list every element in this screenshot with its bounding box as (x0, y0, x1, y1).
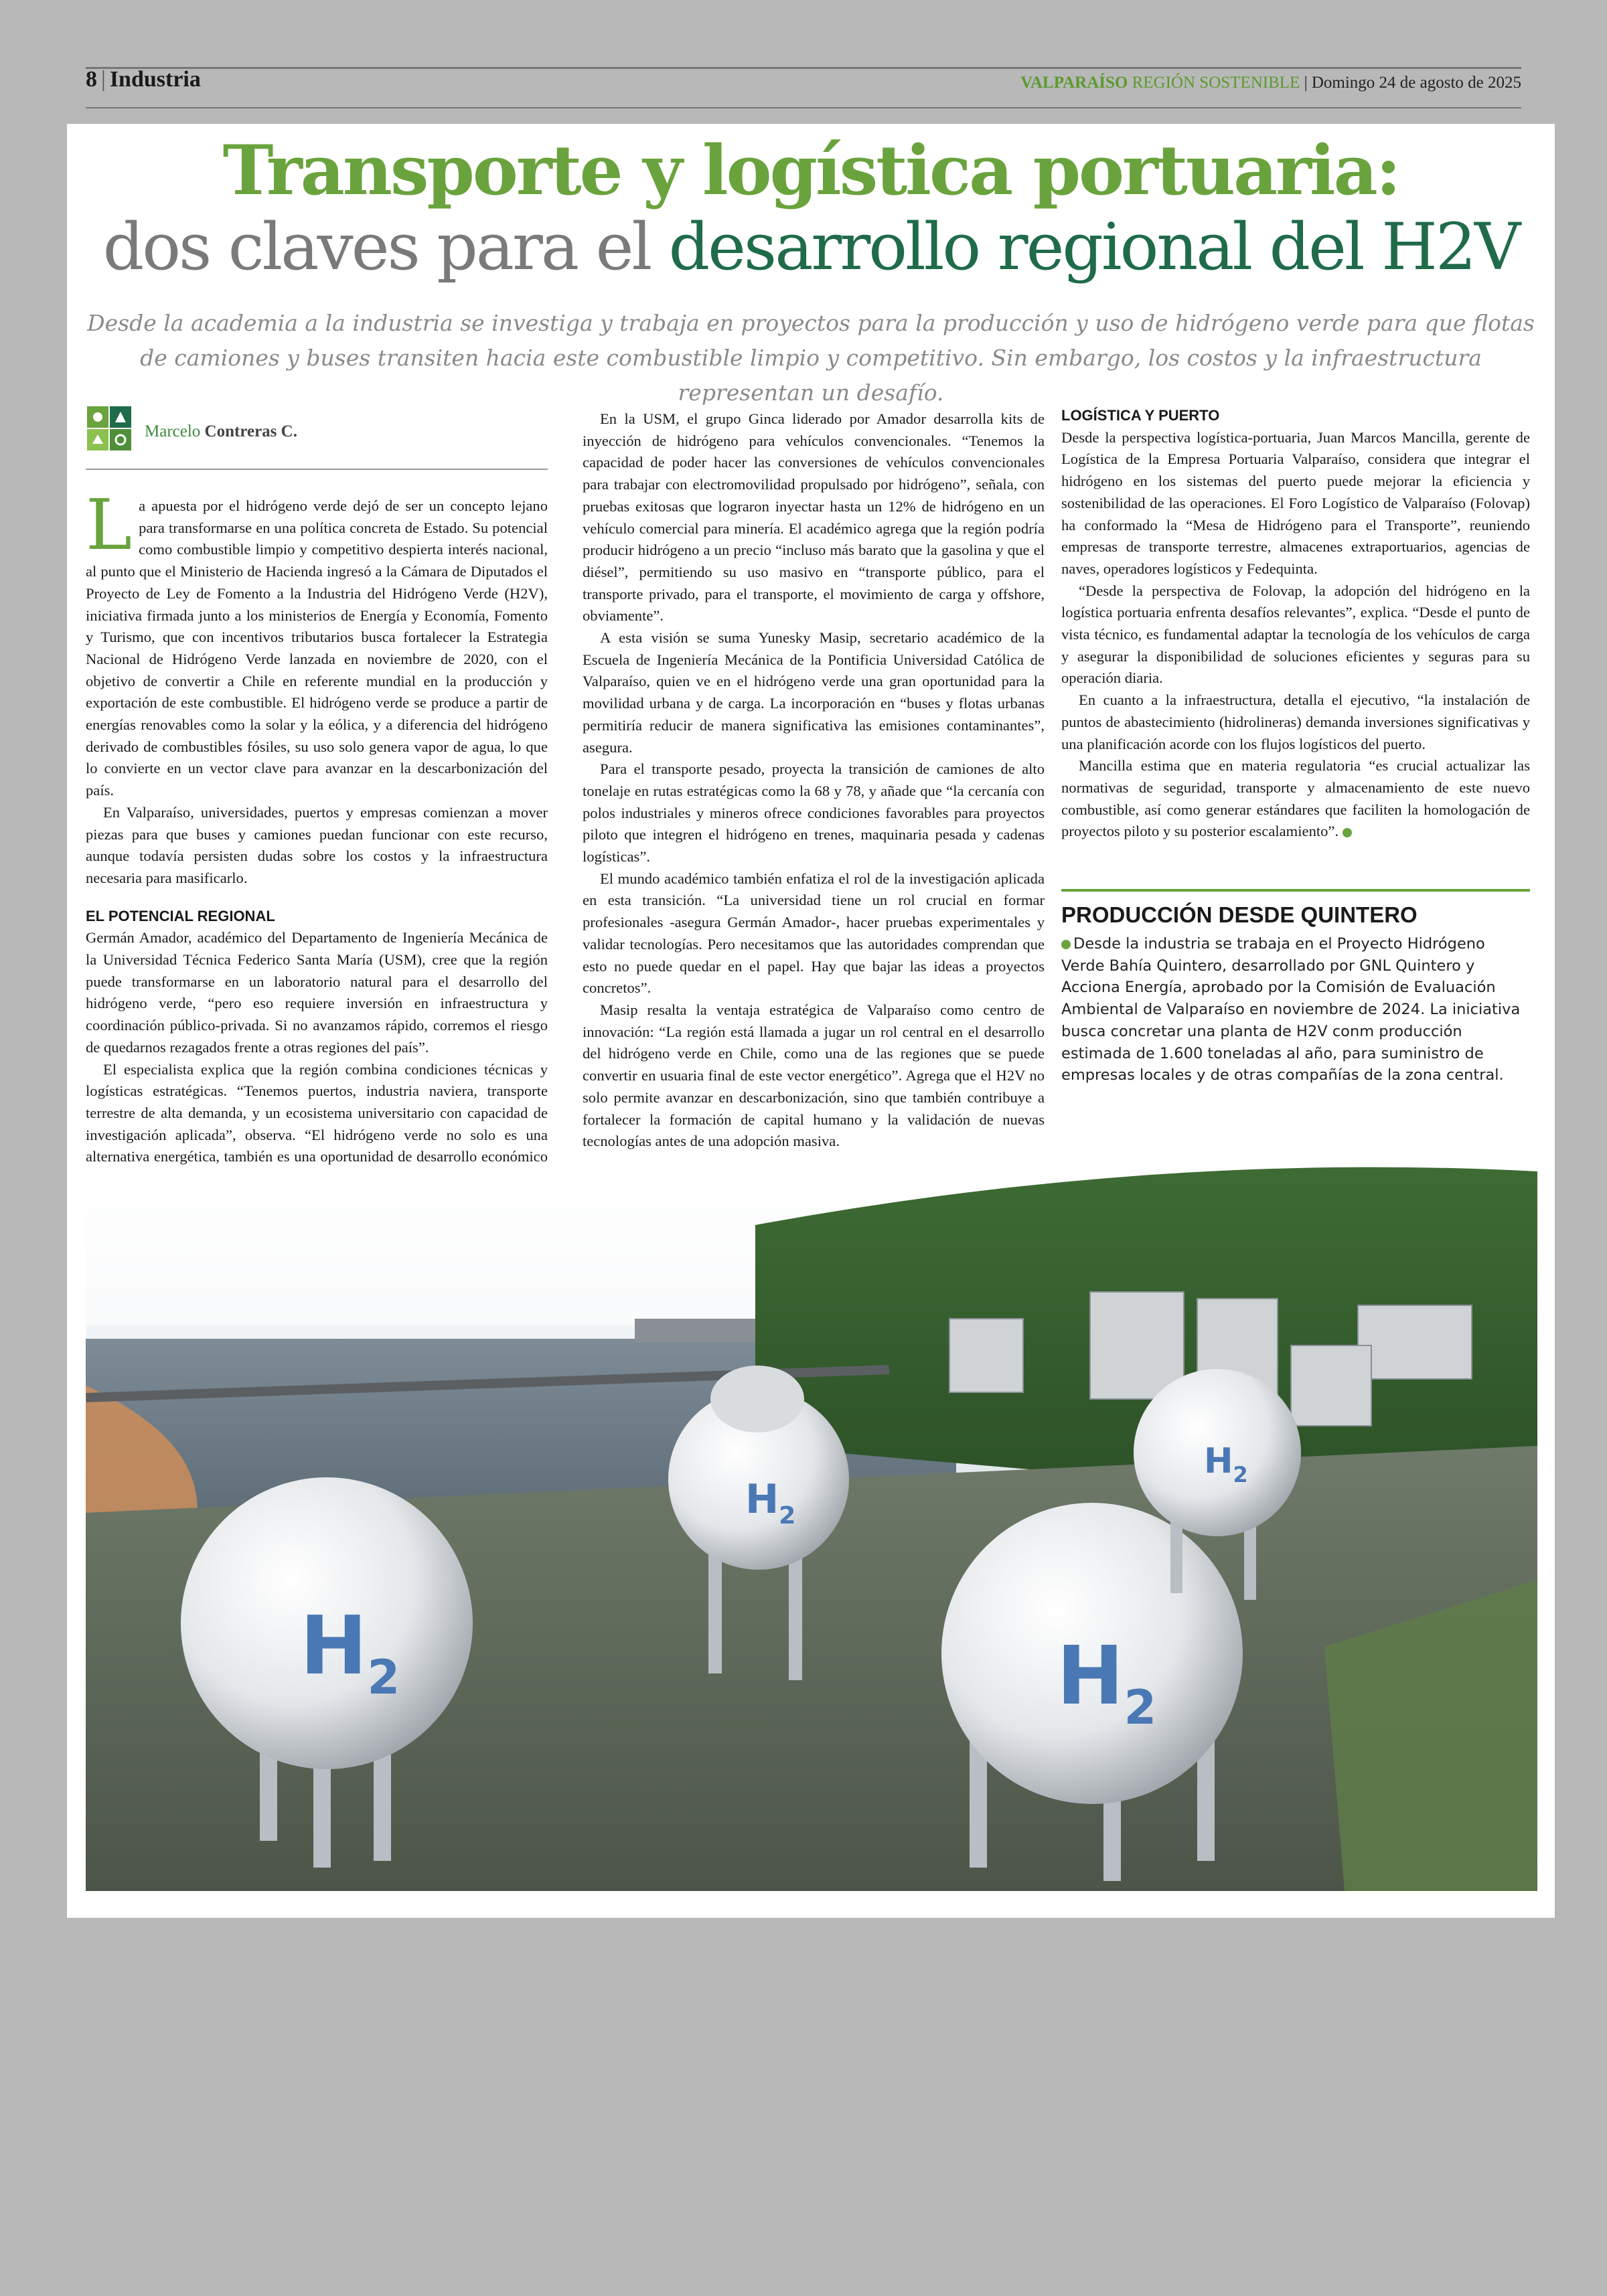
byline-rule (86, 469, 548, 470)
headline-line2-green: desarrollo regional del H2V (668, 210, 1519, 284)
col3-paragraph-3: En cuanto a la infraestructura, detalla el ejecutivo, “la instalación de puntos de abastecimiento (hidrolineras) demanda inversiones significativas y una planificación acorde con los flujos logísticos del puerto. (1061, 691, 1530, 752)
sidebar-box-text: Desde la industria se trabaja en el Proyecto Hidrógeno Verde Bahía Quintero, desarrollado por GNL Quintero y Acciona Energía, aprobado por la Comisión de Evaluación Ambiental de Valparaíso en noviembre de 2024. La iniciativa busca concretar una planta de H2V conm producción estimada de 1.600 toneladas al año, para suministro de empresas locales y de otras compañías de la zona central. (1061, 935, 1521, 1084)
date-separator: | (1304, 74, 1308, 92)
author-last-name: Contreras C. (204, 422, 297, 440)
byline-author (145, 422, 297, 441)
h2-label-far-right: $H_2$ (1204, 1441, 1248, 1487)
header-rule-top (86, 67, 1521, 69)
issue-date: Domingo 24 de agosto de 2025 (1311, 74, 1521, 92)
col2-paragraph-2: A esta visión se suma Yunesky Masip, secretario académico de la Escuela de Ingeniería Mecánica de la Pontificia Universidad Católica de Valparaíso, quien ve en el hidrógeno verde una gran oportunidad para la movilidad urbana y de carga. La incorporación en “buses y flotas urbanas permitiría reducir de manera significativa las emisiones contaminantes”, asegura. (583, 629, 1045, 756)
headline-line2 (67, 210, 1555, 284)
sphere-tank-distant (710, 1366, 804, 1432)
brand-subtitle: REGIÓN SOSTENIBLE (1132, 74, 1300, 92)
author-first-name: Marcelo (145, 422, 201, 440)
bullet-dot-icon (1061, 940, 1071, 949)
folio-separator: | (101, 67, 106, 92)
h2-label-left: $H_2$ (300, 1600, 400, 1705)
sidebar-box-quintero (1061, 889, 1530, 1086)
col3-paragraph-4-text: Mancilla estima que en materia regulatoria “es crucial actualizar las normativas de seguridad, transporte y almacenamiento de este nuevo combustible, así como generar estándares que faciliten la homologación de proyectos piloto y su posterior escalamiento”. (1061, 757, 1530, 840)
folio (86, 67, 201, 92)
article-deck: Desde la academia a la industria se investiga y trabaja en proyectos para la producción y uso de hidrógeno verde para que flotas de camiones y buses transiten hacia este combustible limpio y competitivo. Sin embargo, los costos y la infraestructura representan un desafío. (87, 310, 1535, 406)
dateline (1020, 74, 1521, 92)
sidebar-box-body (1061, 933, 1530, 1086)
subhead-potencial-regional: EL POTENCIAL REGIONAL (86, 907, 275, 924)
article-column-2 (583, 408, 1045, 1153)
header-rule-bottom (86, 107, 1521, 108)
byline (86, 405, 548, 479)
col1-paragraph-1 (86, 484, 548, 802)
sustainability-logo-icon (86, 405, 133, 452)
col3-paragraph-4 (1061, 755, 1530, 843)
subhead-logistica-puerto: LOGÍSTICA Y PUERTO (1061, 407, 1220, 424)
col2-paragraph-1: En la USM, el grupo Ginca liderado por Amador desarrolla kits de inyección de hidrógeno para vehículos convencionales. “Tenemos la capacidad de poder hacer las conversiones de vehículos convencionales para trabajar con electromovilidad propulsado por hidrógeno”, señala, con pruebas exitosas que lograron inyectar hasta un 12% de hidrógeno en un vehículo comercial para minería. El académico agrega que la región podría producir hidrógeno a un precio “incluso más barato que la gasolina y que el diésel”, permitiendo su uso masivo en “transporte público, para el transporte privado, para el transporte, el movimiento de carga y offshore, obviamente”. (583, 410, 1045, 625)
col2-paragraph-3: Para el transporte pesado, proyecta la transición de camiones de alto tonelaje en rutas estratégicas como la 68 y 78, y añade que “la cercanía con polos industriales y mineros ofrece condiciones favorables para proyectos piloto que integren el hidrógeno en trenes, maquinaria pesada y cadenas logísticas”. (583, 760, 1045, 866)
sidebar-box-title: PRODUCCIÓN DESDE QUINTERO (1061, 902, 1418, 927)
brand-name: VALPARAÍSO (1020, 74, 1128, 92)
h2-label-center: $H_2$ (745, 1476, 796, 1530)
hydrogen-storage-photo (86, 1165, 1537, 1891)
page-number: 8 (86, 67, 97, 92)
end-of-article-dot-icon (1343, 828, 1352, 837)
col3-paragraph-1: Desde la perspectiva logística-portuaria, Juan Marcos Mancilla, gerente de Logística de la Empresa Portuaria Valparaíso, considera que integrar el hidrógeno en los sistemas del puerto puede mejorar la eficiencia y sostenibilidad de las operaciones. El Foro Logístico de Valparaíso (Folovap) ha conformado la “Mesa de Hidrógeno para el Transporte”, reuniendo empresas de transporte terrestre, almacenes extraportuarios, agencias de naves, operadores logísticos y Fedequinta. (1061, 428, 1530, 577)
h2-label-right: $H_2$ (1057, 1630, 1157, 1735)
sidebar-box-rule (1061, 889, 1530, 892)
col1-paragraph-2: En Valparaíso, universidades, puertos y empresas comienzan a mover piezas para que buses y camiones puedan funcionar con este recurso, aunque todavía persisten dudas sobre los costos y la infraestructura necesaria para masificarlo. (86, 803, 548, 886)
section-name: Industria (109, 67, 201, 92)
col3-paragraph-2: “Desde la perspectiva de Folovap, la adopción del hidrógeno en la logística portuaria enfrenta desafíos relevantes”, explica. “Desde el punto de vista técnico, es fundamental adaptar la tecnología de los vehículos de carga y asegurar la disponibilidad de soluciones eficientes y seguras para su operación diaria. (1061, 582, 1530, 687)
headline-line2-gray: dos claves para el (102, 210, 651, 284)
col1-paragraph-4: El especialista explica que la región combina condiciones técnicas y logísticas estratégicas. “Tenemos puertos, industria naviera, transporte terrestre de alta demanda, y un ecosistema universitario con capacidad de investigación aplicada”, observa. “El hidrógeno verde no solo es una alternativa energética, también es una oportunidad de desarrollo económico (86, 1060, 548, 1165)
article-page (67, 124, 1555, 1918)
article-column-3 (1061, 405, 1530, 843)
drop-cap: L (86, 484, 133, 566)
col2-paragraph-4: El mundo académico también enfatiza el rol de la investigación aplicada en esta transición. “La universidad tiene un rol crucial en formar profesionales -asegura Germán Amador-, hacer pruebas experimentales y validar tecnologías. Pero necesitamos que las autoridades comprendan que esto no puede quedar en el papel. Hay que bajar las ideas a proyectos concretos”. (583, 870, 1045, 997)
col2-paragraph-5: Masip resalta la ventaja estratégica de Valparaíso como centro de innovación: “La región está llamada a jugar un rol central en el desarrollo del hidrógeno verde en Chile, como una de las regiones que se puede convertir en usuaria final de este vector energético”. Agrega que el H2V no solo permite avanzar en descarbonización, sino que también contribuye a fortalecer la formación de capital humano y la validación de nuevas tecnologías antes de una adopción masiva. (583, 1001, 1045, 1150)
col1-paragraph-1-text: a apuesta por el hidrógeno verde dejó de ser un concepto lejano para transformarse en una política concreta de Estado. Su potencial como combustible limpio y competitivo despierta interés nacional, al punto que el Ministerio de Hacienda ingresó a la Cámara de Diputados el Proyecto de Ley de Fomento a la Industria del Hidrógeno Verde (H2V), iniciativa firmada junto a los ministerios de Energía y Economía, Fomento y Turismo, que con incentivos tributarios busca fortalecer la Estrategia Nacional de Hidrógeno Verde lanzada en noviembre de 2020, con el objetivo de convertir a Chile en referente mundial en la producción y exportación de este combustible. El hidrógeno verde se produce a partir de energías renovables como la solar y la eólica, y a diferencia del hidrógeno derivado de combustibles fósiles, su uso solo genera vapor de agua, lo que lo convierte en un vector clave para avanzar en la descarbonización del país. (86, 497, 548, 799)
article-column-1 (86, 484, 548, 1190)
col1-paragraph-3: Germán Amador, académico del Departamento de Ingeniería Mecánica de la Universidad Técnica Federico Santa María (USM), cree que la región puede transformarse en un laboratorio natural para el desarrollo del hidrógeno verde, “pero eso requiere inversión en infraestructura y coordinación público-privada. Si no avanzamos rápido, corremos el riesgo de quedarnos rezagados frente a otras regiones del país”. (86, 929, 548, 1056)
headline-line1: Transporte y logística portuaria: (222, 131, 1399, 211)
